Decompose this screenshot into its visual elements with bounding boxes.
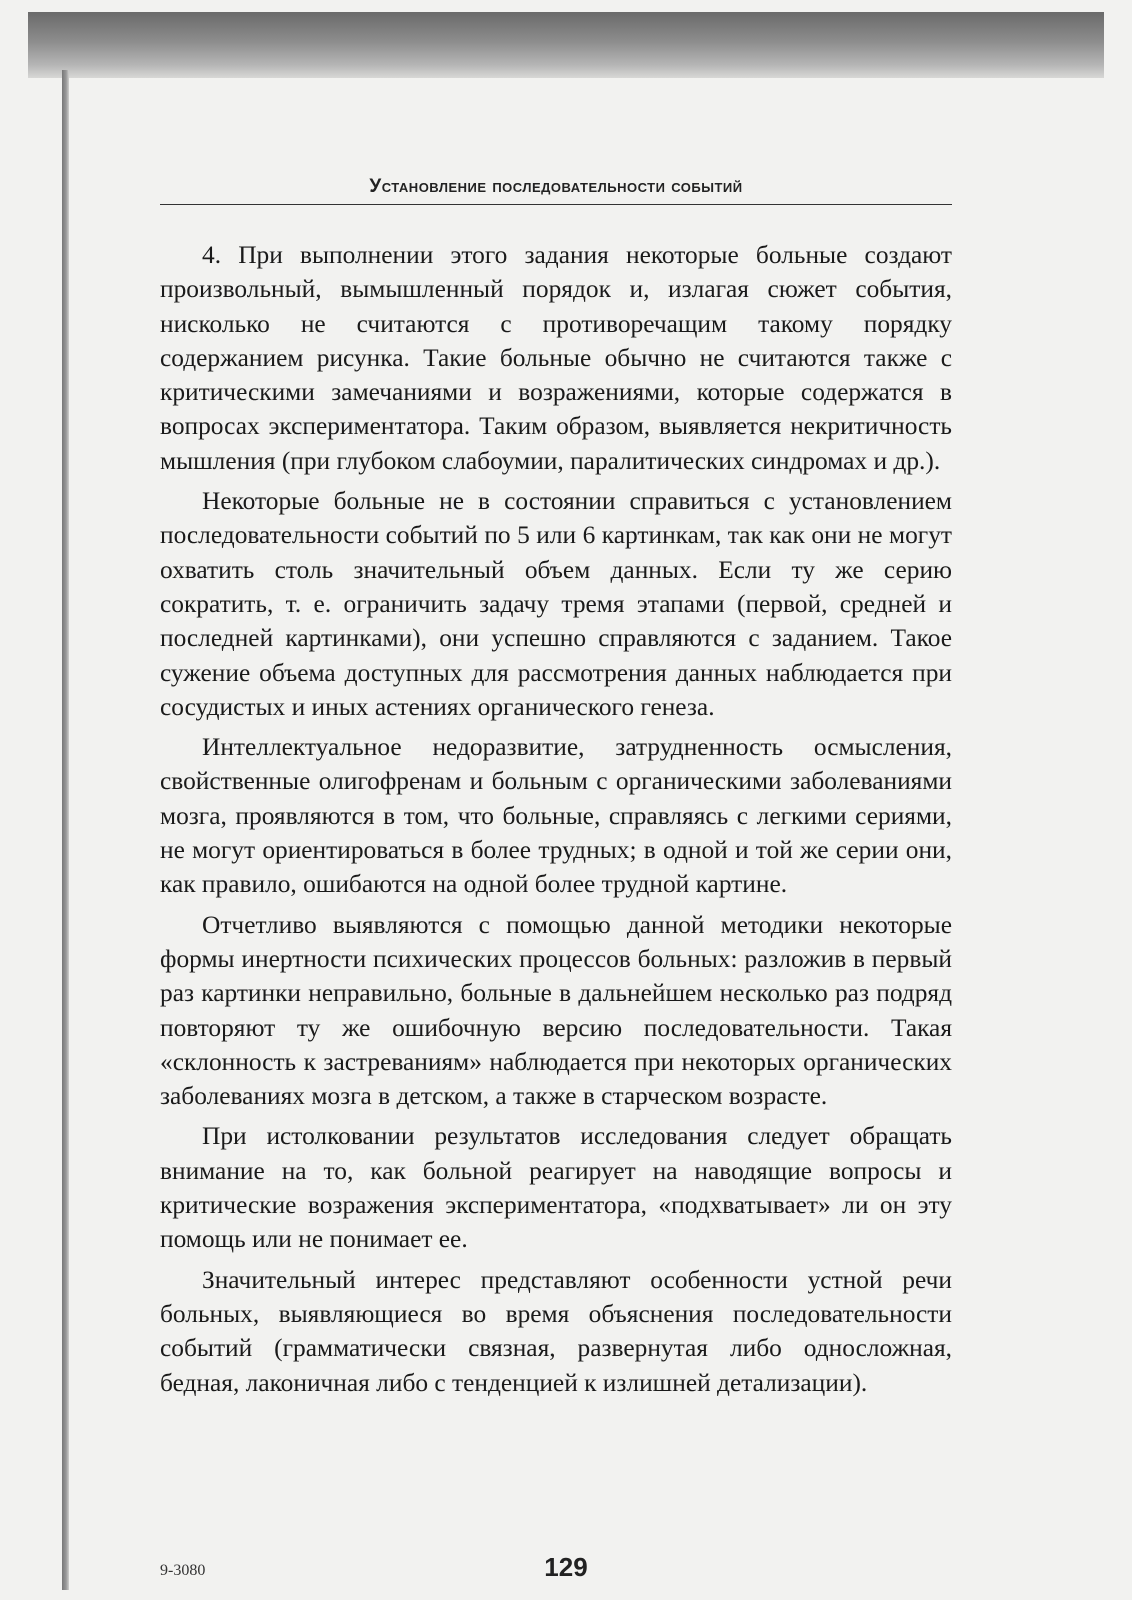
paragraph-6: Значительный интерес представляют особенности устной речи больных, выявляющиеся во время объяснения последовательности событий (грамматически связная, развернутая либо односложная, бедная, лаконичная либо с тенденцией к излишней детализации). bbox=[160, 1265, 952, 1397]
paragraph-1: 4. При выполнении этого задания некоторые больные создают произвольный, вымышленный порядок и, излагая сюжет события, нисколько не считаются с противоречащим такому порядку содержанием рисунка. Такие больные обычно не считаются также с критическими замечаниями и возражениями, которые содержатся в вопросах экспериментатора. Таким образом, выявляется некритичность мышления (при глубоком слабоумии, паралитических синдромах и др.). bbox=[160, 241, 952, 475]
body-text bbox=[160, 238, 952, 1406]
running-head bbox=[160, 176, 952, 198]
header-rule bbox=[160, 204, 952, 205]
signature-code: 9-3080 bbox=[160, 1562, 206, 1579]
book-spine-shadow bbox=[62, 70, 69, 1590]
paragraph-3: Интеллектуальное недоразвитие, затрудненность осмысления, свойственные олигофренам и больным с органическими заболеваниями мозга, проявляются в том, что больные, справляясь с легкими сериями, не могут ориентироваться в более трудных; в одной и той же серии они, как правило, ошибаются на одной более трудной картине. bbox=[160, 733, 952, 899]
paragraph-4: Отчетливо выявляются с помощью данной методики некоторые формы инертности психических процессов больных: разложив в первый раз картинки неправильно, больные в дальнейшем несколько раз подряд повторяют ту же ошибочную версию последовательности. Такая «склонность к застреваниям» наблюдается при некоторых органических заболеваниях мозга в детском, а также в старческом возрасте. bbox=[160, 910, 952, 1111]
scan-shadow-bar bbox=[28, 12, 1104, 78]
running-head-title: Установление последовательности событий bbox=[369, 176, 743, 197]
paragraph-2: Некоторые больные не в состоянии справиться с установлением последовательности событий по 5 или 6 картинкам, так как они не могут охватить столь значительный объем данных. Если ту же серию сократить, т. е. ограничить задачу тремя этапами (первой, средней и последней картинками), они успешно справляются с заданием. Такое сужение объема доступных для рассмотрения данных наблюдается при сосудистых и иных астениях органического генеза. bbox=[160, 487, 952, 721]
paragraph-5: При истолковании результатов исследования следует обращать внимание на то, как больной реагирует на наводящие вопросы и критические возражения экспериментатора, «подхватывает» ли он эту помощь или не понимает ее. bbox=[160, 1122, 952, 1254]
page-number: 129 bbox=[544, 1552, 588, 1582]
